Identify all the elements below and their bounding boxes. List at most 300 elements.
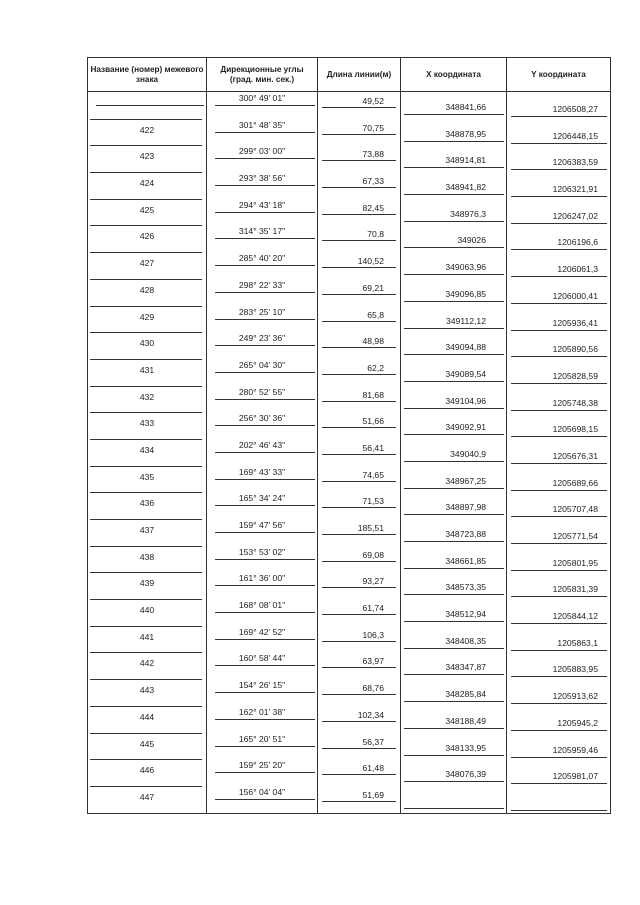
mark-name-cell <box>88 279 207 306</box>
length-cell <box>318 759 401 786</box>
y-coordinate-cell <box>507 652 611 679</box>
length-cell <box>318 145 401 172</box>
angle-cell <box>207 492 318 519</box>
angle-value: 294° 43' 18" <box>238 199 286 210</box>
mark-name-cell <box>88 145 207 172</box>
angle-value: 265° 04' 30" <box>238 359 286 370</box>
mark-name-cell <box>88 119 207 146</box>
rule-line <box>404 541 504 542</box>
rule-line <box>90 706 202 707</box>
rule-line <box>511 303 607 304</box>
x-coordinate-cell <box>401 119 507 146</box>
angle-cell <box>207 119 318 146</box>
length-value: 49,52 <box>362 96 384 106</box>
table-row <box>88 652 611 679</box>
mark-name-value: 436 <box>139 498 155 509</box>
x-coordinate-cell <box>401 145 507 172</box>
angle-value: 249° 23' 36" <box>238 333 286 344</box>
mark-name-value: 427 <box>139 258 155 269</box>
x-coordinate-value: 349063,96 <box>445 262 486 273</box>
table-row <box>88 439 611 466</box>
rule-line <box>215 772 315 773</box>
rule-line <box>215 158 315 159</box>
rule-line <box>404 408 504 409</box>
length-value: 102,34 <box>357 709 384 720</box>
rule-line <box>322 481 396 482</box>
rule-line <box>90 759 202 760</box>
rule-line <box>322 107 396 108</box>
mark-name-cell <box>88 412 207 439</box>
angle-cell <box>207 546 318 573</box>
mark-name-cell <box>88 386 207 413</box>
table-row <box>88 786 611 813</box>
length-value: 185,51 <box>357 523 384 533</box>
rule-line <box>322 561 396 562</box>
table-row <box>88 492 611 519</box>
table-row <box>88 279 611 306</box>
rule-line <box>90 386 202 387</box>
rule-line <box>322 534 396 535</box>
y-coordinate-cell <box>507 225 611 252</box>
x-coordinate-cell <box>401 519 507 546</box>
length-value: 63,97 <box>362 656 384 667</box>
rule-line <box>322 427 396 428</box>
y-coordinate-cell <box>507 332 611 359</box>
table-row <box>88 252 611 279</box>
rule-line <box>511 463 607 464</box>
x-coordinate-cell <box>401 386 507 413</box>
rule-line <box>511 249 607 250</box>
table-row <box>88 706 611 733</box>
mark-name-cell <box>88 199 207 226</box>
rule-line <box>404 194 504 195</box>
angle-value: 154° 26' 15" <box>238 680 286 691</box>
y-coordinate-cell <box>507 439 611 466</box>
x-coordinate-cell <box>401 359 507 386</box>
angle-cell <box>207 759 318 786</box>
rule-line <box>215 265 315 266</box>
length-cell <box>318 652 401 679</box>
rule-line <box>404 701 504 702</box>
rule-line <box>322 587 396 588</box>
rule-line <box>90 306 202 307</box>
rule-line <box>322 240 396 241</box>
length-cell <box>318 386 401 413</box>
rule-line <box>90 439 202 440</box>
rule-line <box>511 410 607 411</box>
rule-line <box>511 543 607 544</box>
y-coordinate-value: 1205689,66 <box>552 477 598 488</box>
rule-line <box>404 247 504 248</box>
angle-value: 159° 25' 20" <box>238 760 286 771</box>
angle-cell <box>207 199 318 226</box>
rule-line <box>96 105 204 106</box>
length-cell <box>318 466 401 493</box>
rule-line <box>322 801 396 802</box>
rule-line <box>90 466 202 467</box>
rule-line <box>215 319 315 320</box>
angle-value: 168° 08' 01" <box>238 600 286 611</box>
x-coordinate-value: 348941,82 <box>445 182 486 193</box>
rule-line <box>90 626 202 627</box>
mark-name-value: 430 <box>139 338 155 349</box>
table-row <box>88 199 611 226</box>
angle-value: 162° 01' 38" <box>238 706 286 717</box>
x-coordinate-cell <box>401 306 507 333</box>
length-cell <box>318 252 401 279</box>
y-coordinate-cell <box>507 252 611 279</box>
rule-line <box>322 774 396 775</box>
rule-line <box>404 141 504 142</box>
rule-line <box>404 514 504 515</box>
table-row <box>88 412 611 439</box>
mark-name-value: 445 <box>139 738 155 749</box>
mark-name-cell <box>88 92 207 119</box>
rule-line <box>90 412 202 413</box>
rule-line <box>90 679 202 680</box>
rule-line <box>511 810 607 811</box>
rule-line <box>511 330 607 331</box>
x-coordinate-cell <box>401 759 507 786</box>
length-value: 73,88 <box>362 149 384 160</box>
y-coordinate-value: 1205890,56 <box>552 344 598 355</box>
header-mark-name: Название (номер) межевого знака <box>88 58 207 92</box>
angle-value: 202° 46' 43" <box>238 439 286 450</box>
y-coordinate-value: 1205844,12 <box>552 611 598 622</box>
angle-value: 165° 34' 24" <box>238 493 286 504</box>
rule-line <box>322 614 396 615</box>
length-value: 62,2 <box>367 362 384 373</box>
angle-cell <box>207 572 318 599</box>
angle-cell <box>207 439 318 466</box>
angle-value: 165° 20' 51" <box>238 733 286 744</box>
rule-line <box>215 452 315 453</box>
angle-cell <box>207 92 318 119</box>
x-coordinate-cell <box>401 279 507 306</box>
rule-line <box>404 488 504 489</box>
rule-line <box>404 728 504 729</box>
rule-line <box>511 623 607 624</box>
x-coordinate-value: 348285,84 <box>445 689 486 700</box>
table-row <box>88 306 611 333</box>
y-coordinate-value: 1205883,95 <box>552 664 598 675</box>
y-coordinate-value: 1205981,07 <box>552 771 598 782</box>
rule-line <box>322 321 396 322</box>
x-coordinate-value: 349112,12 <box>446 315 486 326</box>
rule-line <box>404 381 504 382</box>
mark-name-value: 437 <box>139 525 155 535</box>
angle-cell <box>207 599 318 626</box>
rule-line <box>404 328 504 329</box>
rule-line <box>511 570 607 571</box>
x-coordinate-value: 349096,85 <box>445 288 486 299</box>
x-coordinate-value: 349040,9 <box>450 448 486 459</box>
table-row <box>88 599 611 626</box>
mark-name-value: 444 <box>139 711 155 722</box>
x-coordinate-value: 348967,25 <box>445 475 486 486</box>
mark-name-cell <box>88 466 207 493</box>
x-coordinate-cell <box>401 679 507 706</box>
mark-name-value: 435 <box>139 471 155 482</box>
y-coordinate-cell <box>507 786 611 813</box>
length-cell <box>318 492 401 519</box>
mark-name-cell <box>88 359 207 386</box>
angle-cell <box>207 626 318 653</box>
rule-line <box>322 160 396 161</box>
rule-line <box>215 612 315 613</box>
mark-name-cell <box>88 626 207 653</box>
rule-line <box>404 674 504 675</box>
rule-line <box>215 345 315 346</box>
header-line-length: Длина линии(м) <box>318 58 401 92</box>
x-coordinate-cell <box>401 252 507 279</box>
rule-line <box>215 532 315 533</box>
rule-line <box>322 214 396 215</box>
mark-name-cell <box>88 546 207 573</box>
rule-line <box>511 169 607 170</box>
rule-line <box>215 372 315 373</box>
y-coordinate-cell <box>507 679 611 706</box>
angle-value: 280° 52' 55" <box>238 386 286 397</box>
y-coordinate-value: 1205698,15 <box>552 424 598 435</box>
length-cell <box>318 706 401 733</box>
y-coordinate-cell <box>507 145 611 172</box>
y-coordinate-value: 1205831,39 <box>552 584 598 595</box>
table-row <box>88 332 611 359</box>
rule-line <box>215 639 315 640</box>
y-coordinate-cell <box>507 119 611 146</box>
y-coordinate-cell <box>507 546 611 573</box>
angle-cell <box>207 412 318 439</box>
mark-name-cell <box>88 786 207 813</box>
mark-name-value: 429 <box>139 311 155 322</box>
y-coordinate-value: 1206247,02 <box>552 210 598 221</box>
length-cell <box>318 733 401 760</box>
rule-line <box>404 568 504 569</box>
angle-cell <box>207 386 318 413</box>
x-coordinate-cell <box>401 626 507 653</box>
rule-line <box>215 559 315 560</box>
x-coordinate-cell <box>401 332 507 359</box>
y-coordinate-value: 1205959,46 <box>552 744 598 755</box>
length-value: 93,27 <box>362 576 384 587</box>
rule-line <box>322 134 396 135</box>
rule-line <box>215 132 315 133</box>
y-coordinate-cell <box>507 92 611 119</box>
x-coordinate-value: 348133,95 <box>445 742 486 753</box>
length-cell <box>318 332 401 359</box>
rule-line <box>511 276 607 277</box>
table-row <box>88 759 611 786</box>
mark-name-cell <box>88 733 207 760</box>
angle-value: 161° 36' 00" <box>238 573 286 584</box>
length-cell <box>318 359 401 386</box>
boundary-marks-table <box>87 57 611 814</box>
rule-line <box>511 356 607 357</box>
mark-name-value: 446 <box>139 765 155 776</box>
rule-line <box>322 641 396 642</box>
angle-cell <box>207 359 318 386</box>
rule-line <box>90 599 202 600</box>
x-coordinate-cell <box>401 546 507 573</box>
rule-line <box>404 221 504 222</box>
length-cell <box>318 92 401 119</box>
mark-name-cell <box>88 679 207 706</box>
y-coordinate-cell <box>507 412 611 439</box>
rule-line <box>90 252 202 253</box>
rule-line <box>90 172 202 173</box>
rule-line <box>322 401 396 402</box>
angle-cell <box>207 466 318 493</box>
rule-line <box>511 676 607 677</box>
mark-name-cell <box>88 572 207 599</box>
angle-value: 153° 53' 02" <box>238 546 286 557</box>
rule-line <box>322 267 396 268</box>
y-coordinate-value: 1205913,62 <box>552 691 598 702</box>
x-coordinate-value: 348878,95 <box>445 128 486 139</box>
y-coordinate-cell <box>507 706 611 733</box>
rule-line <box>511 516 607 517</box>
rule-line <box>322 347 396 348</box>
mark-name-cell <box>88 225 207 252</box>
y-coordinate-value: 1206321,91 <box>552 184 598 195</box>
length-cell <box>318 199 401 226</box>
mark-name-cell <box>88 252 207 279</box>
angle-value: 256° 30' 36" <box>238 413 286 424</box>
table-row <box>88 519 611 546</box>
length-cell <box>318 626 401 653</box>
rule-line <box>90 199 202 200</box>
x-coordinate-value: 348841,66 <box>445 102 486 112</box>
length-value: 82,45 <box>362 202 384 213</box>
y-coordinate-cell <box>507 199 611 226</box>
rule-line <box>215 505 315 506</box>
angle-value: 301° 48' 35" <box>238 119 286 130</box>
x-coordinate-value: 349094,88 <box>445 342 486 353</box>
rule-line <box>215 105 315 106</box>
length-value: 65,8 <box>367 309 384 320</box>
table-row <box>88 172 611 199</box>
y-coordinate-cell <box>507 626 611 653</box>
mark-name-cell <box>88 439 207 466</box>
length-cell <box>318 519 401 546</box>
rule-line <box>215 292 315 293</box>
mark-name-value: 432 <box>139 391 155 402</box>
rule-line <box>511 650 607 651</box>
angle-cell <box>207 279 318 306</box>
x-coordinate-value: 349104,96 <box>445 395 486 406</box>
rule-line <box>215 585 315 586</box>
angle-cell <box>207 706 318 733</box>
table-row <box>88 225 611 252</box>
mark-name-cell <box>88 306 207 333</box>
table-row <box>88 572 611 599</box>
rule-line <box>404 274 504 275</box>
angle-value: 298° 22' 33" <box>238 279 286 290</box>
length-value: 140,52 <box>357 256 384 267</box>
angle-cell <box>207 225 318 252</box>
rule-line <box>90 332 202 333</box>
y-coordinate-value: 1205936,41 <box>552 317 598 328</box>
length-value: 74,65 <box>362 469 384 480</box>
rule-line <box>322 294 396 295</box>
length-cell <box>318 306 401 333</box>
length-cell <box>318 172 401 199</box>
x-coordinate-value: 348188,49 <box>445 715 486 726</box>
table-row <box>88 626 611 653</box>
rule-line <box>322 748 396 749</box>
x-coordinate-cell <box>401 412 507 439</box>
mark-name-value: 442 <box>139 658 155 669</box>
mark-name-value: 439 <box>139 578 155 589</box>
rule-line <box>404 594 504 595</box>
y-coordinate-cell <box>507 519 611 546</box>
angle-value: 156° 04' 04" <box>238 786 286 797</box>
x-coordinate-cell <box>401 733 507 760</box>
length-value: 61,74 <box>362 603 384 614</box>
angle-cell <box>207 306 318 333</box>
y-coordinate-value: 1205707,48 <box>552 504 598 515</box>
table-row <box>88 386 611 413</box>
y-coordinate-value: 1205863,1 <box>557 637 598 648</box>
angle-value: 169° 43' 33" <box>238 466 286 477</box>
rule-line <box>511 436 607 437</box>
angle-cell <box>207 332 318 359</box>
angle-value: 159° 47' 56" <box>238 520 286 530</box>
rule-line <box>215 479 315 480</box>
angle-value: 293° 38' 56" <box>238 173 286 184</box>
x-coordinate-value: 348408,35 <box>445 635 486 646</box>
rule-line <box>90 786 202 787</box>
y-coordinate-value: 1206000,41 <box>552 290 598 301</box>
y-coordinate-cell <box>507 733 611 760</box>
rule-line <box>90 519 202 520</box>
mark-name-cell <box>88 492 207 519</box>
rule-line <box>511 757 607 758</box>
mark-name-value: 422 <box>139 124 155 135</box>
table-row <box>88 119 611 146</box>
rule-line <box>511 143 607 144</box>
angle-value: 169° 42' 52" <box>238 626 286 637</box>
rule-line <box>511 196 607 197</box>
x-coordinate-cell <box>401 199 507 226</box>
mark-name-cell <box>88 172 207 199</box>
table-row <box>88 733 611 760</box>
y-coordinate-cell <box>507 572 611 599</box>
length-value: 106,3 <box>362 629 384 640</box>
table-header-row <box>88 58 611 92</box>
x-coordinate-value: 349026 <box>457 235 486 246</box>
x-coordinate-cell <box>401 466 507 493</box>
rule-line <box>215 399 315 400</box>
y-coordinate-value: 1205748,38 <box>552 397 598 408</box>
length-value: 56,41 <box>362 442 384 453</box>
y-coordinate-value: 1205676,31 <box>552 450 598 461</box>
rule-line <box>404 621 504 622</box>
mark-name-value: 424 <box>139 178 155 189</box>
rule-line <box>215 719 315 720</box>
rule-line <box>90 279 202 280</box>
x-coordinate-cell <box>401 572 507 599</box>
rule-line <box>404 648 504 649</box>
rule-line <box>322 667 396 668</box>
rule-line <box>90 145 202 146</box>
rule-line <box>90 733 202 734</box>
rule-line <box>322 374 396 375</box>
angle-value: 160° 58' 44" <box>238 653 286 664</box>
x-coordinate-cell <box>401 172 507 199</box>
x-coordinate-cell <box>401 439 507 466</box>
